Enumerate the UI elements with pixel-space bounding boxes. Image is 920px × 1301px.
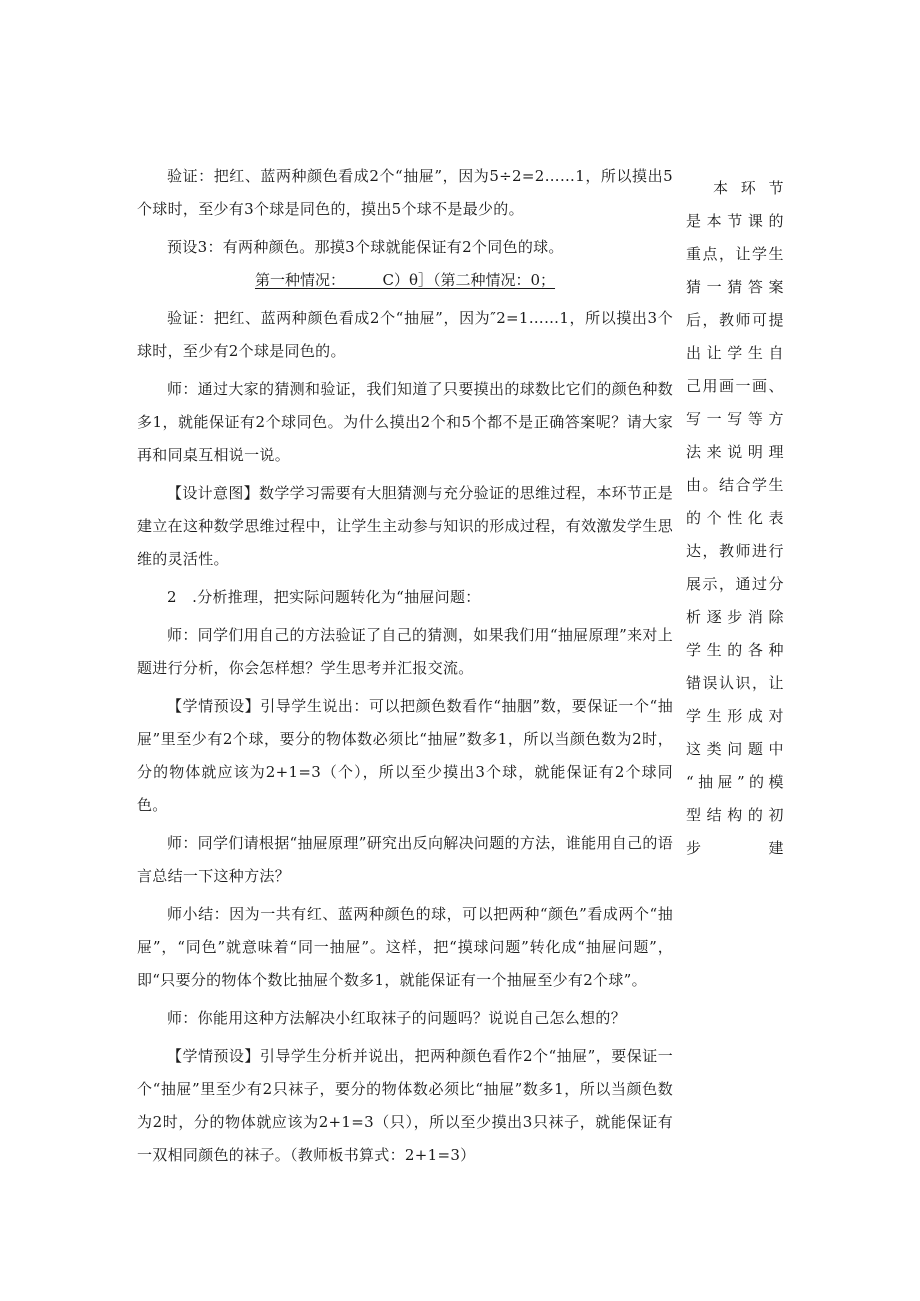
paragraph-teacher-4: 师：你能用这种方法解决小红取袜子的问题吗？说说自己怎么想的？ — [167, 1009, 627, 1027]
margin-note-line: 出让学生自 — [686, 344, 784, 362]
paragraph-teacher-1: 师：通过大家的猜测和验证，我们知道了只要摸出的球数比它们的颜色种数多1，就能保证有2个球同色。为什么摸出2个和5个都不是正确答案呢？请大家再和同桌互相说一说。 — [137, 380, 673, 464]
margin-note-line: 猜一猜答案 — [686, 278, 784, 296]
margin-note-line: 展示，通过分 — [686, 575, 784, 593]
margin-note-line: 步建 — [686, 839, 784, 857]
margin-note-line: 法来说明理 — [686, 443, 784, 461]
margin-note-line: 学生的各种 — [686, 641, 784, 659]
margin-note-line: 重点，让学生 — [686, 245, 784, 263]
margin-note-line: 本环节 — [713, 179, 784, 197]
margin-note — [686, 172, 784, 857]
margin-note-line: 析逐步消除 — [686, 608, 784, 626]
paragraph-teacher-2: 师：同学们用自己的方法验证了自己的猜测，如果我们用“抽屉原理”来对上题进行分析，你会怎样想？学生思考并汇报交流。 — [137, 626, 673, 677]
margin-note-line: 写一写等方 — [686, 410, 784, 428]
margin-note-line: 达，教师进行 — [686, 542, 784, 560]
margin-note-line: 后，教师可提 — [686, 311, 784, 329]
margin-note-line: 是本节课的 — [686, 212, 784, 230]
margin-note-line: 学生形成对 — [686, 707, 784, 725]
paragraph-summary: 师小结：因为一共有红、蓝两种颜色的球，可以把两种“颜色”看成两个“抽屉”，“同色”就意味着“同一抽屉”。这样，把“摸球问题”转化成“抽屉问题”，即“只要分的物体个数比抽屉个数多1，就能保证有一个抽屉至少有2个球”。 — [137, 905, 673, 989]
paragraph-design-intent: 【设计意图】数学学习需要有大胆猜测与充分验证的思维过程，本环节正是建立在这种数学思维过程中，让学生主动参与知识的形成过程，有效激发学生思维的灵活性。 — [137, 484, 673, 568]
margin-note-line: 错误认识，让 — [686, 674, 784, 692]
paragraph-teacher-3: 师：同学们请根据“抽屉原理”研究出反向解决问题的方法，谁能用自己的语言总结一下这种方法？ — [137, 834, 673, 885]
paragraph-preset-2: 【学情预设】引导学生分析并说出，把两种颜色看作2个“抽屉”，要保证一个“抽屉”里至少有2只袜子，要分的物体数必须比“抽屉”数多1，所以当颜色数为2时，分的物体就应该为2+1=3（只），所以至少摸出3只袜子，就能保证有一双相同颜色的袜子。（教师板书算式：2+1=3） — [137, 1047, 673, 1164]
paragraph-cases: 第一种情况： C）θ］（第二种情况：0； — [254, 271, 556, 289]
margin-note-line: 由。结合学生 — [686, 476, 784, 494]
margin-note-line: “抽屉”的模 — [686, 773, 784, 791]
margin-note-line: 这类问题中 — [686, 740, 784, 758]
paragraph-hypothesis-3: 预设3：有两种颜色。那摸3个球就能保证有2个同色的球。 — [167, 238, 564, 256]
paragraph-verify-1: 验证：把红、蓝两种颜色看成2个“抽屉”，因为5÷2=2……1，所以摸出5个球时，至少有3个球是同色的，摸出5个球不是最少的。 — [137, 167, 673, 218]
main-text-column — [137, 160, 673, 1172]
paragraph-verify-2: 验证：把红、蓝两种颜色看成2个“抽屉”，因为″2=1……1，所以摸出3个球时，至少有2个球是同色的。 — [137, 309, 673, 360]
margin-note-line: 的个性化表 — [686, 509, 784, 527]
paragraph-preset-1: 【学情预设】引导学生说出：可以把颜色数看作“抽胭”数，要保证一个“抽屉”里至少有2个球，要分的物体数必须比“抽屉”数多1，所以当颜色数为2时，分的物体就应该为2+1=3（个），所以至少摸出3个球，就能保证有2个球同色。 — [137, 697, 673, 814]
margin-note-line: 己用画一画、 — [686, 377, 784, 395]
margin-note-line: 型结构的初 — [686, 806, 784, 824]
paragraph-section-2: 2 .分析推理，把实际问题转化为“抽屉问题： — [167, 588, 481, 606]
